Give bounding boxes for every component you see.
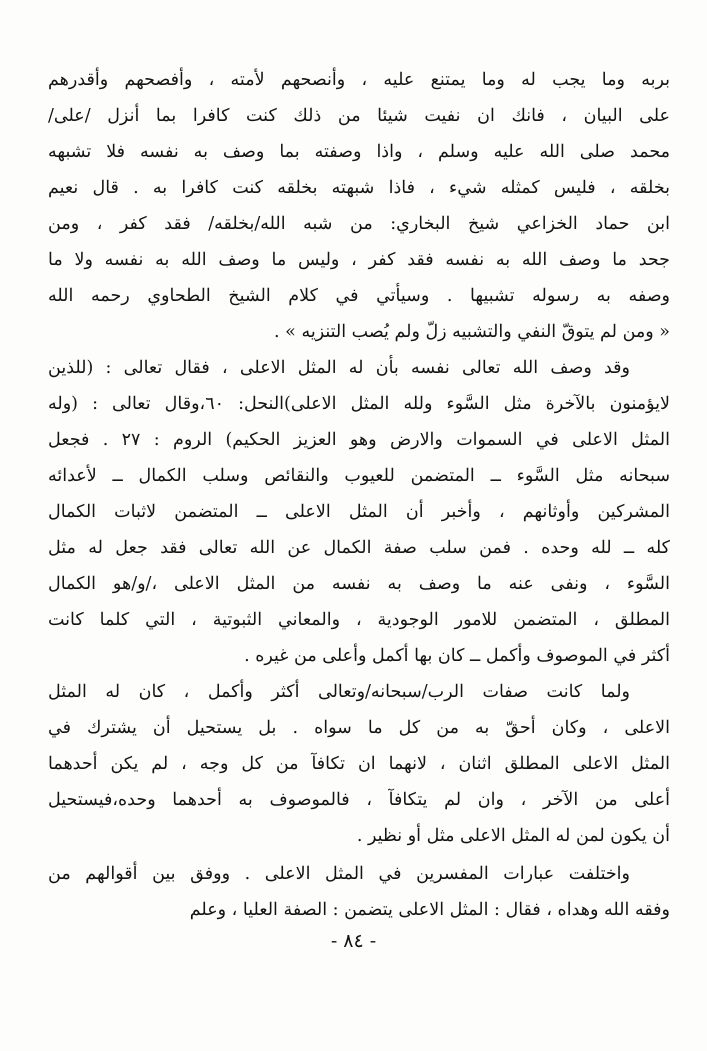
- text-line: أعلى من الآخر ، وان لم يتكافآ ، فالموصوف به أحدهما وحده،فيستحيل: [48, 790, 670, 810]
- text-line: بربه وما يجب له وما يمتنع عليه ، وأنصحهم لأمته ، وأفصحهم وأقدرهم: [48, 70, 670, 90]
- text-line: على البيان ، فانك ان نفيت شيئا من ذلك كنت كافرا بما أنزل /على/: [48, 106, 670, 126]
- text-line: ابن حماد الخزاعي شيخ البخاري: من شبه الله/بخلقه/ فقد كفر ، ومن: [48, 214, 670, 234]
- text-line: ولما كانت صفات الرب/سبحانه/وتعالى أكثر وأكمل ، كان له المثل: [48, 682, 630, 702]
- text-line: وصفه به رسوله تشبيها . وسيأتي في كلام الشيخ الطحاوي رحمه الله: [48, 286, 670, 306]
- text-line: « ومن لم يتوقّ النفي والتشبيه زلّ ولم يُصب التنزيه » .: [274, 322, 670, 342]
- text-line: بخلقه ، فليس كمثله شيء ، فاذا شبهته بخلقه كنت كافرا به . قال نعيم: [48, 178, 670, 198]
- text-line: أكثر في الموصوف وأكمل ــ كان بها أكمل وأعلى من غيره .: [244, 646, 670, 666]
- text-line: السَّوء ، ونفى عنه ما وصف به نفسه من المثل الاعلى ،/و/هو الكمال: [48, 574, 670, 594]
- text-line: لايؤمنون بالآخرة مثل السَّوء ولله المثل الاعلى)النحل: ٦٠،وقال تعالى : (وله: [48, 394, 670, 414]
- text-line: كله ــ لله وحده . فمن سلب صفة الكمال عن الله تعالى فقد جعل له مثل: [48, 538, 670, 558]
- text-line: جحد ما وصف الله به نفسه فقد كفر ، وليس ما وصف الله به نفسه ولا ما: [48, 250, 670, 270]
- text-line: الاعلى ، وكان أحقّ به من كل ما سواه . بل يستحيل أن يشترك في: [48, 718, 670, 738]
- text-line: واختلفت عبارات المفسرين في المثل الاعلى . ووفق بين أقوالهم من: [48, 864, 630, 884]
- text-line: وفقه الله وهداه ، فقال : المثل الاعلى يتضمن : الصفة العليا ، وعلم: [189, 900, 670, 920]
- page-number: - ٨٤ -: [330, 930, 377, 952]
- text-line: المطلق ، المتضمن للامور الوجودية ، والمعاني الثبوتية ، التي كلما كانت: [48, 610, 670, 630]
- text-line: وقد وصف الله تعالى نفسه بأن له المثل الاعلى ، فقال تعالى : (للذين: [48, 358, 630, 378]
- text-line: المشركين وأوثانهم ، وأخبر أن المثل الاعلى ــ المتضمن لاثبات الكمال: [48, 502, 670, 522]
- text-line: أن يكون لمن له المثل الاعلى مثل أو نظير .: [356, 826, 670, 846]
- text-line: سبحانه مثل السَّوء ــ المتضمن للعيوب والنقائص وسلب الكمال ــ لأعدائه: [48, 466, 670, 486]
- text-line: المثل الاعلى المطلق اثنان ، لانهما ان تكافآ من كل وجه ، لم يكن أحدهما: [48, 754, 670, 774]
- text-line: محمد صلى الله عليه وسلم ، واذا وصفته بما وصف به نفسه فلا تشبهه: [48, 142, 670, 162]
- text-line: المثل الاعلى في السموات والارض وهو العزيز الحكيم) الروم : ٢٧ . فجعل: [48, 430, 670, 450]
